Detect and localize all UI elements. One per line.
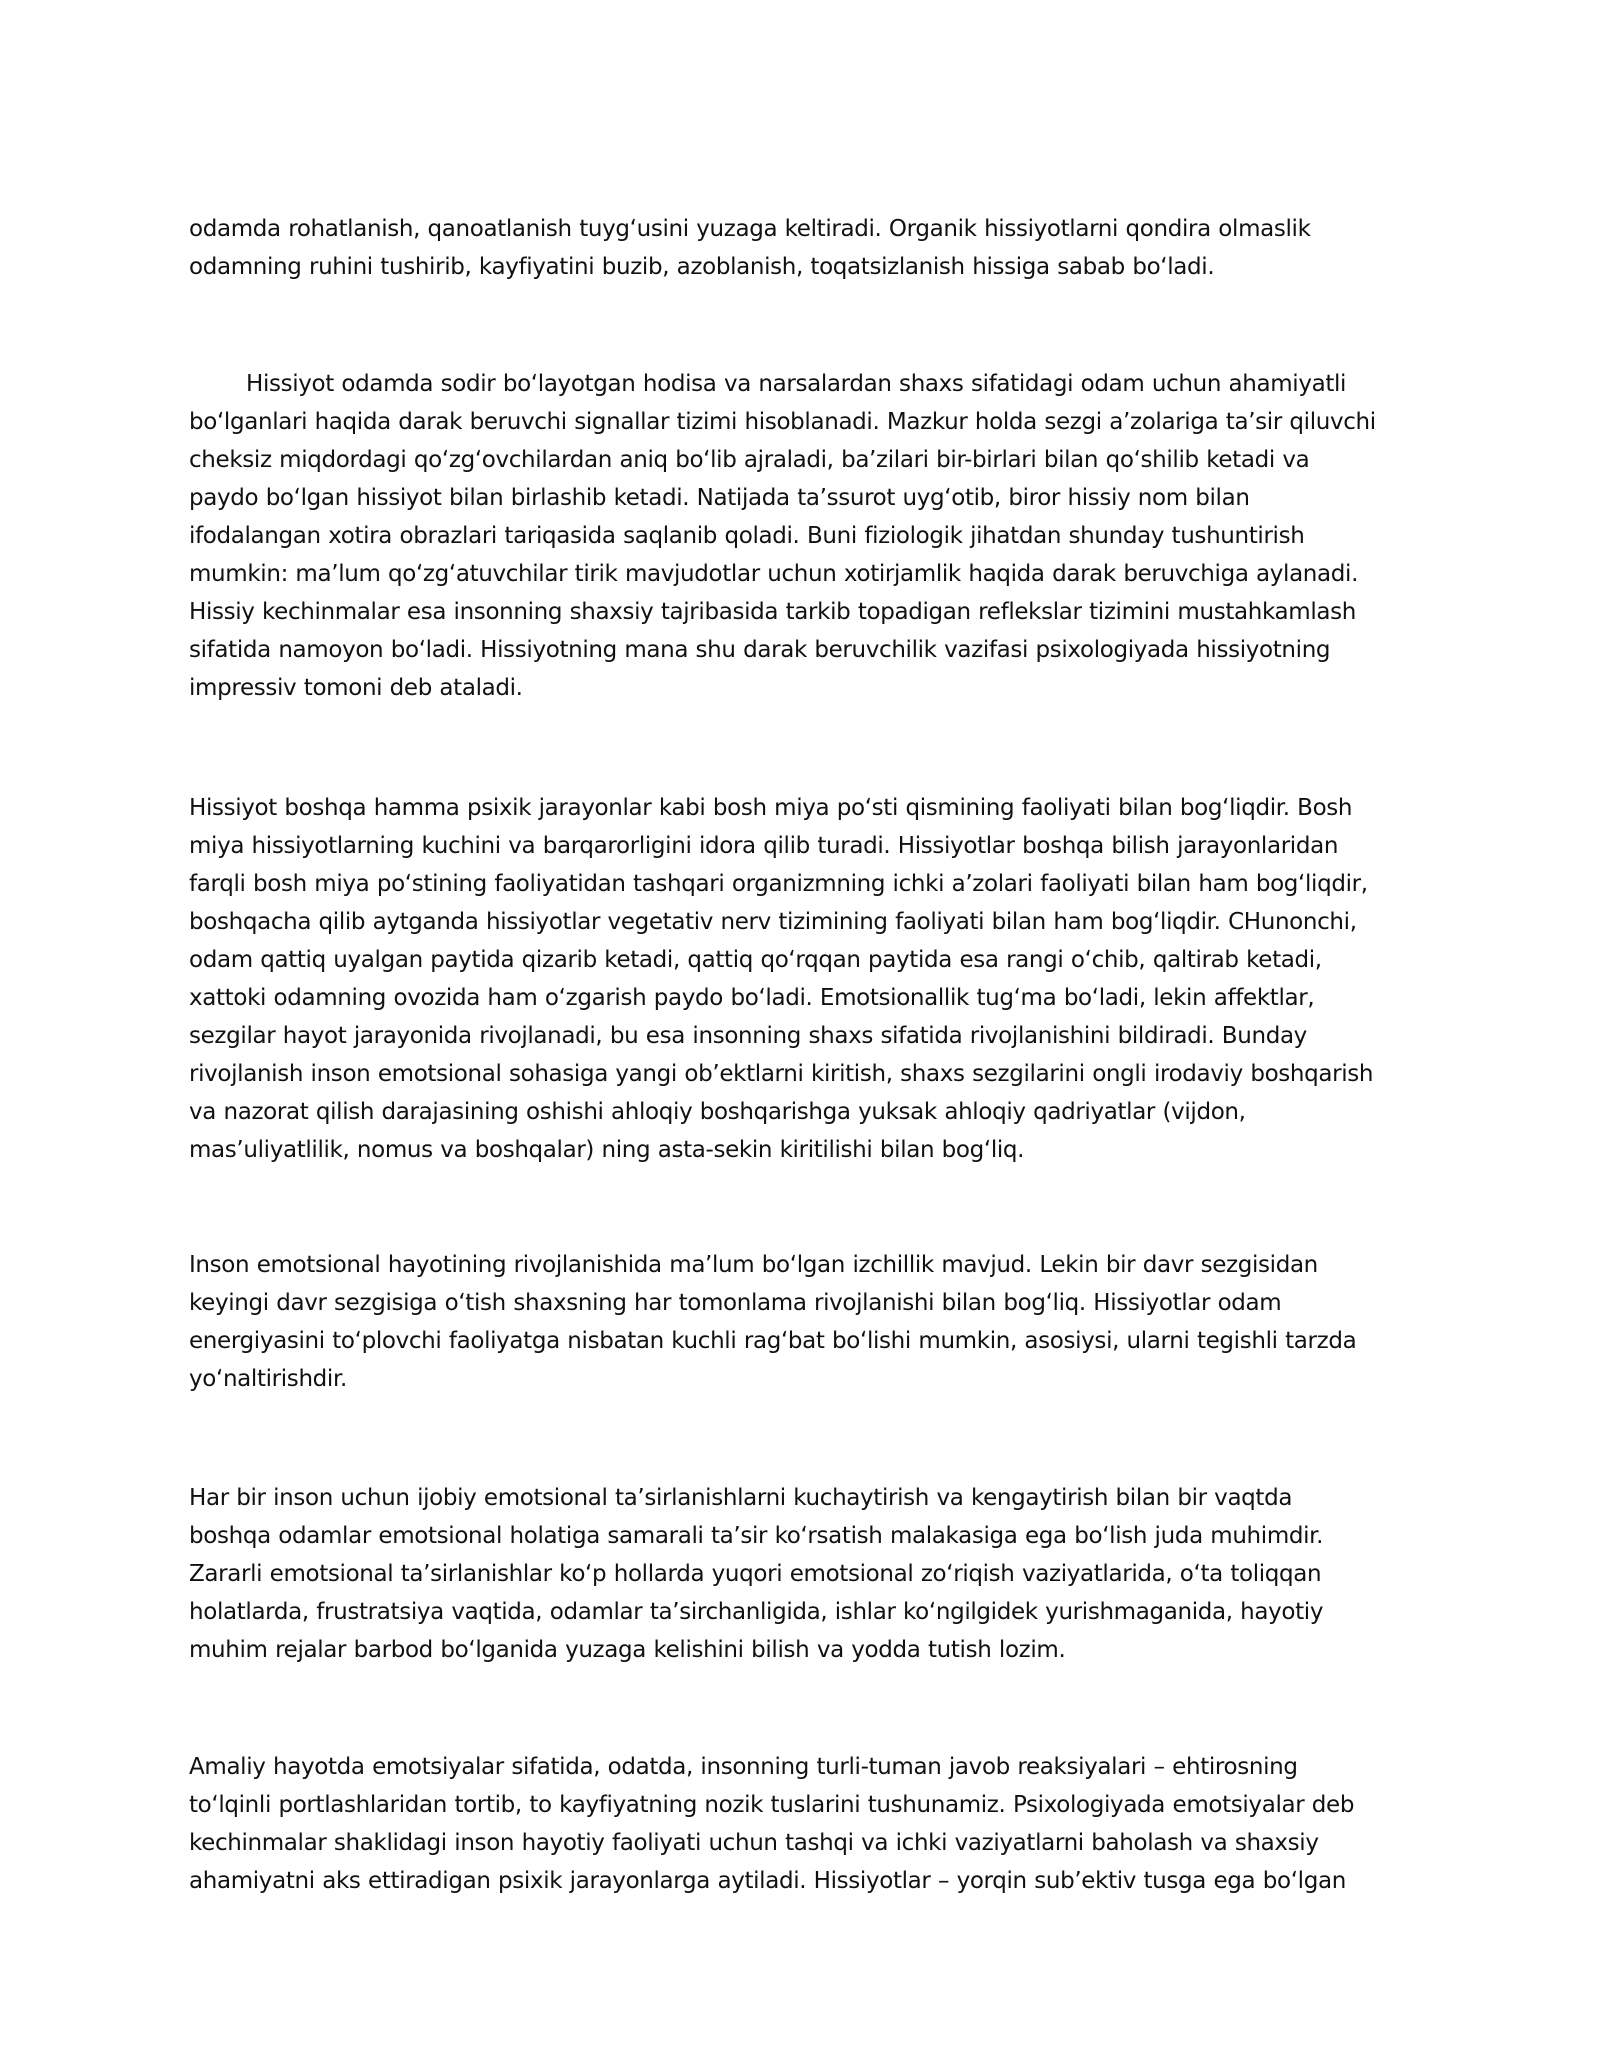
body-paragraph: Hissiyot odamda sodir boʻlayotgan hodisa va narsalardan shaxs sifatidagi odam uchun ahamiyatli boʻlganlari haqida darak beruvchi signallar tizimi hisoblanadi. Mazkur holda sezgi a’zolariga ta’sir qiluvchi cheksiz miqdordagi qoʻzgʻovchilardan aniq boʻlib ajraladi, ba’zilari bir-birlari bilan qoʻshilib ketadi va paydo boʻlgan hissiyot bilan birlashib ketadi. Natijada ta’ssurot uygʻotib, biror hissiy nom bilan ifodalangan xotira obrazlari tariqasida saqlanib qoladi. Buni fiziologik jihatdan shunday tushuntirish mumkin: ma’lum qoʻzgʻatuvchilar tirik mavjudotlar uchun xotirjamlik haqida darak beruvchiga aylanadi. Hissiy kechinmalar esa insonning shaxsiy tajribasida tarkib topadigan reflekslar tizimini mustahkamlash sifatida namoyon boʻladi. Hissiyotning mana shu darak beruvchilik vazifasi psixologiyada hissiyotning impressiv tomoni deb ataladi. bbox=[189, 371, 1376, 701]
body-paragraph: Har bir inson uchun ijobiy emotsional ta’sirlanishlarni kuchaytirish va kengaytirish bilan bir vaqtda boshqa odamlar emotsional holatiga samarali ta’sir koʻrsatish malakasiga ega boʻlish juda muhimdir. Zararli emotsional ta’sirlanishlar koʻp hollarda yuqori emotsional zoʻriqish vaziyatlarida, oʻta toliqqan holatlarda, frustratsiya vaqtida, odamlar ta’sirchanligida, ishlar koʻngilgidek yurishmaganida, hayotiy muhim rejalar barbod boʻlganida yuzaga kelishini bilish va yodda tutish lozim. bbox=[189, 1485, 1324, 1663]
body-paragraph: odamda rohatlanish, qanoatlanish tuygʻusini yuzaga keltiradi. Organik hissiyotlarni qondira olmaslik odamning ruhini tushirib, kayfiyatini buzib, azoblanish, toqatsizlanish hissiga sabab boʻladi. bbox=[189, 216, 1311, 280]
body-paragraph: Hissiyot boshqa hamma psixik jarayonlar kabi bosh miya poʻsti qismining faoliyati bilan bogʻliqdir. Bosh miya hissiyotlarning kuchini va barqarorligini idora qilib turadi. Hissiyotlar boshqa bilish jarayonlaridan farqli bosh miya poʻstining faoliyatidan tashqari organizmning ichki a’zolari faoliyati bilan ham bogʻliqdir, boshqacha qilib aytganda hissiyotlar vegetativ nerv tizimining faoliyati bilan ham bogʻliqdir. CHunonchi, odam qattiq uyalgan paytida qizarib ketadi, qattiq qoʻrqqan paytida esa rangi oʻchib, qaltirab ketadi, xattoki odamning ovozida ham oʻzgarish paydo boʻladi. Emotsionallik tugʻma boʻladi, lekin affektlar, sezgilar hayot jarayonida rivojlanadi, bu esa insonning shaxs sifatida rivojlanishini bildiradi. Bunday rivojlanish inson emotsional sohasiga yangi ob’ektlarni kiritish, shaxs sezgilarini ongli irodaviy boshqarish va nazorat qilish darajasining oshishi ahloqiy boshqarishga yuksak ahloqiy qadriyatlar (vijdon, mas’uliyatlilik, nomus va boshqalar) ning asta-sekin kiritilishi bilan bogʻliq. bbox=[189, 795, 1374, 1163]
body-paragraph: Amaliy hayotda emotsiyalar sifatida, odatda, insonning turli-tuman javob reaksiyalari – ehtirosning toʻlqinli portlashlaridan tortib, to kayfiyatning nozik tuslarini tushunamiz. Psixologiyada emotsiyalar deb kechinmalar shaklidagi inson hayotiy faoliyati uchun tashqi va ichki vaziyatlarni baholash va shaxsiy ahamiyatni aks ettiradigan psixik jarayonlarga aytiladi. Hissiyotlar – yorqin sub’ektiv tusga ega boʻlgan bbox=[189, 1754, 1355, 1894]
body-paragraph: Inson emotsional hayotining rivojlanishida ma’lum boʻlgan izchillik mavjud. Lekin bir davr sezgisidan keyingi davr sezgisiga oʻtish shaxsning har tomonlama rivojlanishi bilan bogʻliq. Hissiyotlar odam energiyasini toʻplovchi faoliyatga nisbatan kuchli ragʻbat boʻlishi mumkin, asosiysi, ularni tegishli tarzda yoʻnaltirishdir. bbox=[189, 1252, 1357, 1392]
